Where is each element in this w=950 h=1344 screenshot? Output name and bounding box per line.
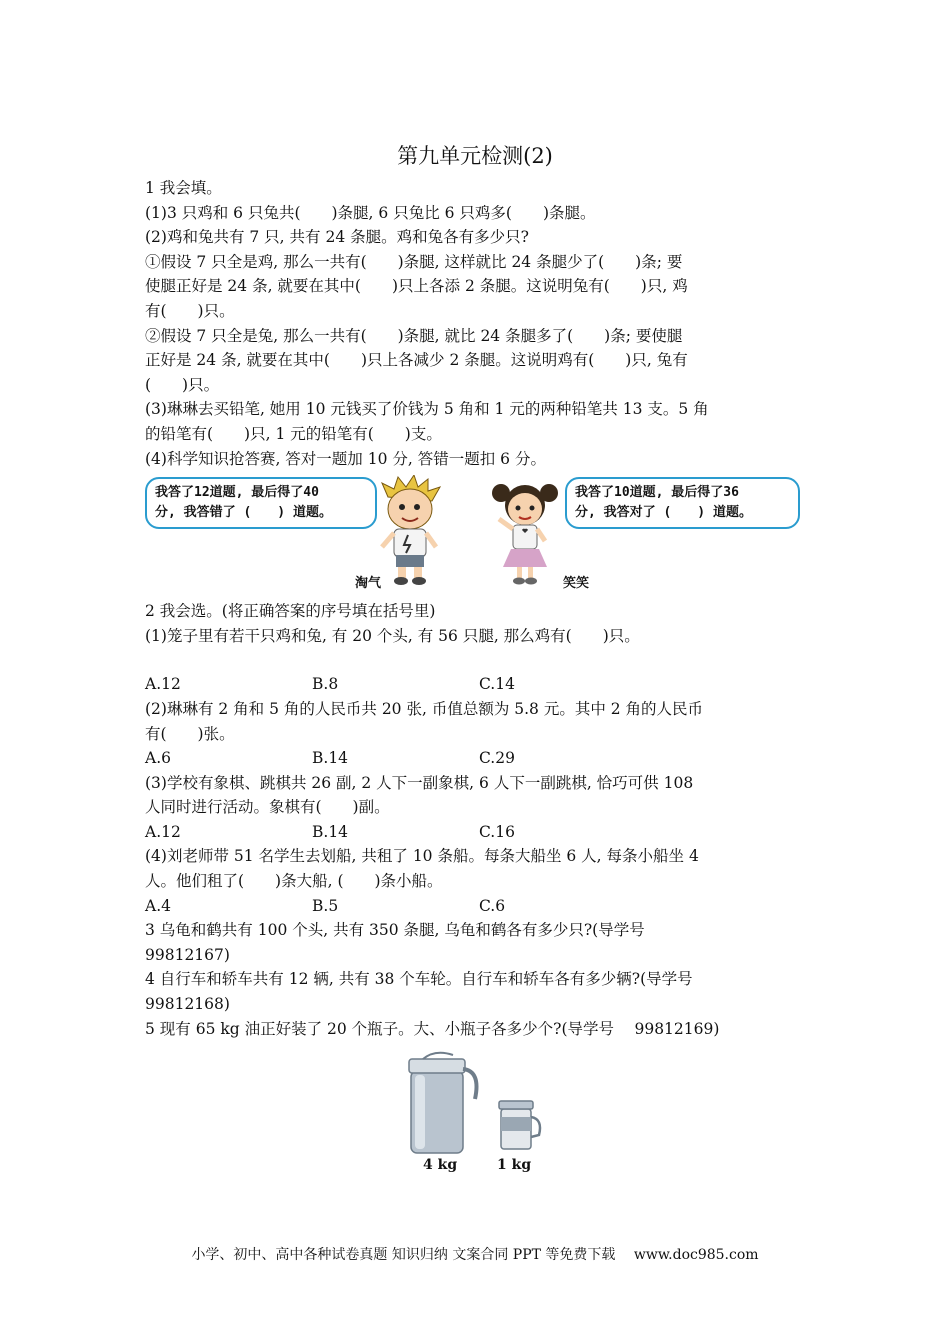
q1-part2a-line3: 有( )只。 [145,301,235,320]
q4-line2: 99812168) [145,995,230,1014]
q4-line1: 4 自行车和轿车共有 12 辆, 共有 38 个车轮。自行车和轿车各有多少辆?(导学号 [145,970,693,989]
q2-sub3-line1: (3)学校有象棋、跳棋共 26 副, 2 人下一副象棋, 6 人下一副跳棋, 恰巧可供 108 [145,773,694,792]
speech-bubble-right [565,477,800,529]
worksheet-body [145,176,805,1176]
page-title: 第九单元检测(2) [397,144,553,168]
girl-name-label: 笑笑 [563,576,590,592]
q1-part2b-line1: ②假设 7 只全是兔, 那么一共有( )条腿, 就比 24 条腿多了( )条; 要使腿 [145,326,683,345]
speech-bubble-left [145,477,377,529]
small-bottle-label: 1 kg [497,1157,532,1174]
q2-sub2-options [145,746,805,771]
option-c: C.6 [479,896,506,915]
q3-line1: 3 乌龟和鹤共有 100 个头, 共有 350 条腿, 乌龟和鹤各有多少只?(导学号 [145,921,645,940]
small-bottle-icon [497,1099,545,1153]
option-a: A.12 [145,822,181,841]
q5: 5 现有 65 kg 油正好装了 20 个瓶子。大、小瓶子各多少个?(导学号 99812169) [145,1019,720,1038]
bubble-right-line1: 我答了10道题, 最后得了36 [575,485,739,501]
option-c: C.14 [479,675,515,694]
q2-sub4-line2: 人。他们租了( )条大船, ( )条小船。 [145,872,443,891]
option-b: B.14 [312,822,349,841]
q1-part2b-line2: 正好是 24 条, 就要在其中( )只上各减少 2 条腿。这说明鸡有( )只, 兔有 [145,351,688,370]
option-b: B.8 [312,675,339,694]
large-bottle-icon [405,1049,485,1157]
option-a: A.6 [145,749,171,768]
option-c: C.29 [479,749,515,768]
q1-part2a-line2: 使腿正好是 24 条, 就要在其中( )只上各添 2 条腿。这说明兔有( )只, 鸡 [145,277,688,296]
q1-part3-line2: 的铅笔有( )只, 1 元的铅笔有( )支。 [145,424,442,443]
q2-sub3-options [145,820,805,845]
quiz-cartoon [145,475,805,595]
girl-illustration [485,475,565,587]
oil-bottles-illustration [145,1041,805,1176]
boy-illustration [370,475,450,587]
page-footer: 小学、初中、高中各种试卷真题 知识归纳 文案合同 PPT 等免费下载 www.doc985.com [191,1247,759,1263]
option-c: C.16 [479,822,515,841]
bubble-right-line2: 分, 我答对了 ( ) 道题。 [575,505,752,521]
q1-heading: 1 我会填。 [145,179,222,197]
option-a: A.4 [145,896,171,915]
boy-name-label: 淘气 [355,576,382,592]
q1-part3-line1: (3)琳琳去买铅笔, 她用 10 元钱买了价钱为 5 角和 1 元的两种铅笔共 13 支。5 角 [145,400,709,419]
q3-line2: 99812167) [145,945,230,964]
option-a: A.12 [145,675,181,694]
bubble-left-line1: 我答了12道题, 最后得了40 [155,485,319,501]
large-bottle-label: 4 kg [423,1157,458,1174]
q2-sub1-options [145,672,805,697]
q1-part2a-line1: ①假设 7 只全是鸡, 那么一共有( )条腿, 这样就比 24 条腿少了( )条; 要 [145,252,683,271]
q2-sub1: (1)笼子里有若干只鸡和兔, 有 20 个头, 有 56 只腿, 那么鸡有( )只。 [145,626,640,645]
q2-sub4-line1: (4)刘老师带 51 名学生去划船, 共租了 10 条船。每条大船坐 6 人, 每条小船坐 4 [145,847,699,866]
q1-part2b-line3: ( )只。 [145,375,220,394]
q2-sub3-line2: 人同时进行活动。象棋有( )副。 [145,798,390,817]
q1-part2: (2)鸡和兔共有 7 只, 共有 24 条腿。鸡和兔各有多少只? [145,228,529,247]
q1-part1: (1)3 只鸡和 6 只兔共( )条腿, 6 只兔比 6 只鸡多( )条腿。 [145,203,596,222]
q2-sub2-line2: 有( )张。 [145,724,235,743]
q2-sub2-line1: (2)琳琳有 2 角和 5 角的人民币共 20 张, 币值总额为 5.8 元。其中 2 角的人民币 [145,699,704,718]
q2-heading: 2 我会选。(将正确答案的序号填在括号里) [145,602,436,621]
option-b: B.5 [312,896,339,915]
bubble-left-line2: 分, 我答错了 ( ) 道题。 [155,505,332,521]
option-b: B.14 [312,749,349,768]
q1-part4: (4)科学知识抢答赛, 答对一题加 10 分, 答错一题扣 6 分。 [145,449,546,468]
q2-sub4-options [145,894,805,919]
